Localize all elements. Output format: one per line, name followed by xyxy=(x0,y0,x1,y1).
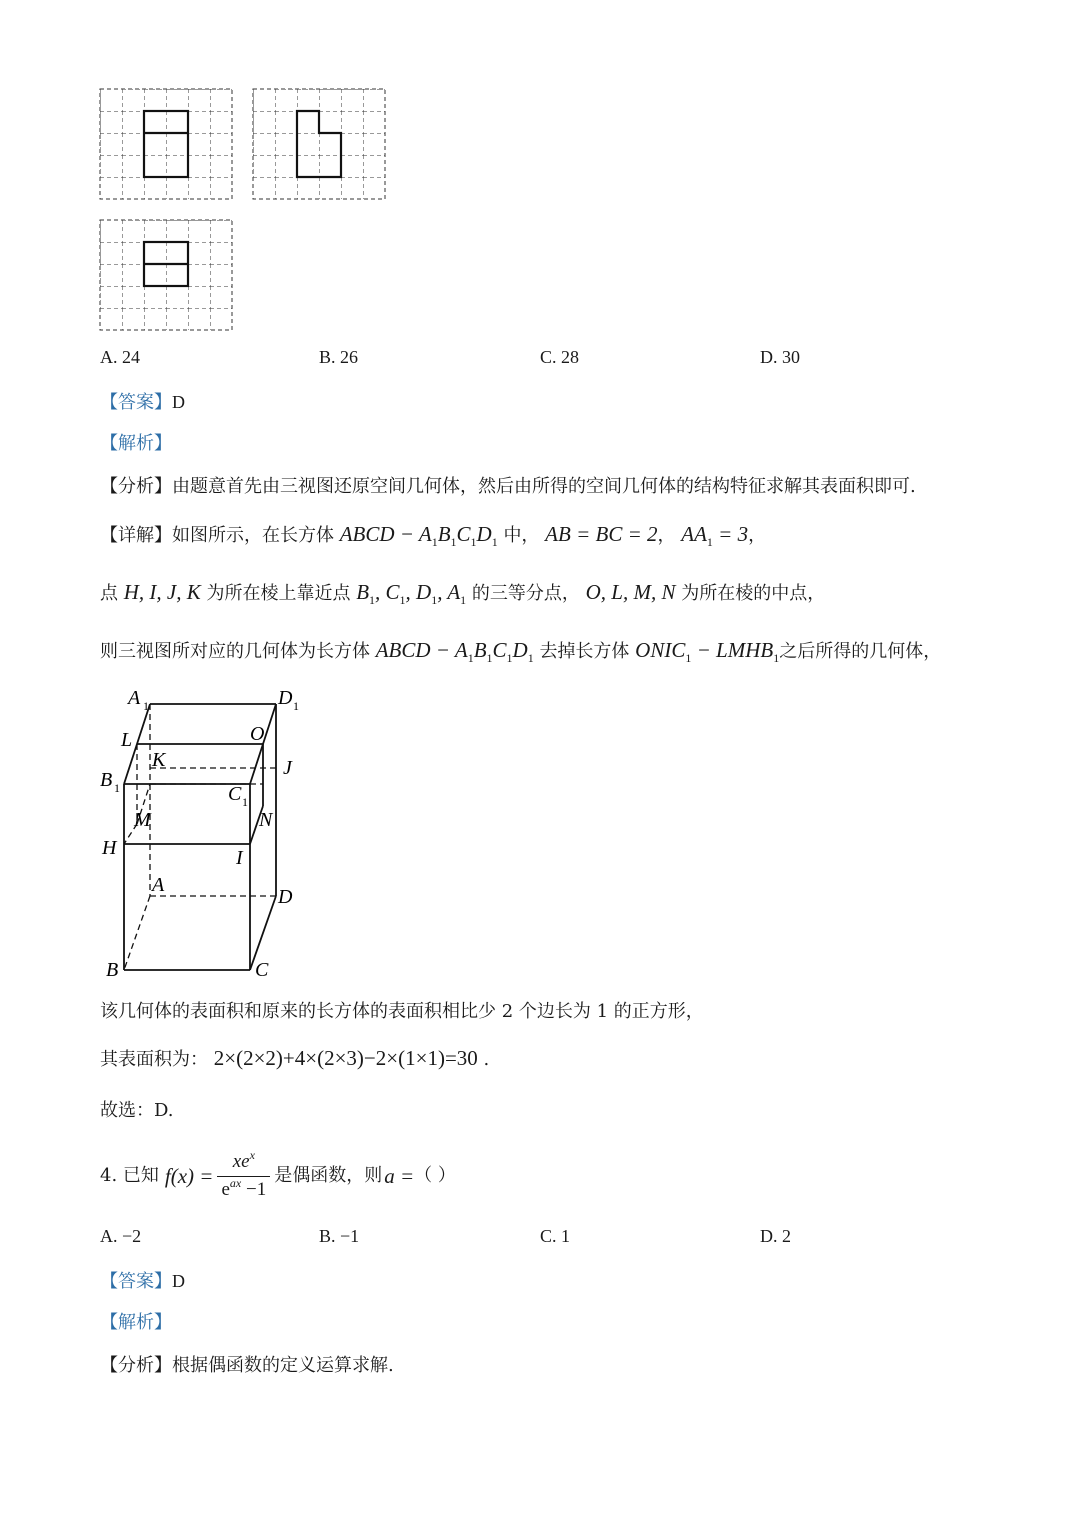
label-n: N xyxy=(259,809,273,831)
q3-option-d[interactable]: D. 30 xyxy=(760,347,800,367)
line3-pre: 则三视图所对应的几何体为长方体 xyxy=(100,641,370,662)
label-h: H xyxy=(102,837,117,859)
line1-sep: ， xyxy=(657,525,676,546)
q3-detail-line4: 该几何体的表面积和原来的长方体的表面积相比少 2 个边长为 1 的正方形， xyxy=(100,1001,704,1022)
answer-tag: 【答案】 xyxy=(100,392,172,413)
label-b1: B xyxy=(100,769,113,791)
three-view-drawing xyxy=(0,0,420,340)
q4-numerator xyxy=(217,1147,270,1177)
points-olmn: O, L, M, N xyxy=(585,580,676,604)
label-k: K xyxy=(152,749,166,771)
line3-mid: 去掉长方体 xyxy=(539,641,630,662)
aa1-pre: AA xyxy=(681,522,707,546)
fenxi-tag: 【分析】 xyxy=(100,476,172,497)
num-sup: x xyxy=(249,1147,255,1162)
q3-option-c[interactable]: C. 28 xyxy=(540,347,580,367)
label-o: O xyxy=(250,723,265,745)
q3-option-b[interactable]: B. 26 xyxy=(319,347,359,367)
q4-paren: （ ） xyxy=(414,1165,456,1186)
side-view-grid xyxy=(253,89,385,199)
q4-number: 4. 已知 xyxy=(100,1165,159,1186)
q4-denominator xyxy=(217,1177,270,1202)
q4-answer-tag: 【答案】 xyxy=(100,1271,172,1292)
sub-a1: 1 xyxy=(143,699,149,713)
q4-answer-value: D xyxy=(172,1271,185,1291)
surface-area-expr: 2×(2×2)+4×(2×3)−2×(1×1)=30 xyxy=(213,1046,478,1070)
label-a: A xyxy=(152,874,165,896)
q3-detail-line6: 故选：D. xyxy=(100,1100,174,1121)
q3-detail-line2 xyxy=(100,580,825,607)
q3-options xyxy=(0,347,1080,373)
q4-stem-post: 是偶函数，则 xyxy=(274,1165,383,1186)
label-l: L xyxy=(121,729,133,751)
q4-fx: f(x) = xyxy=(164,1164,214,1188)
line3-end: 之后所得的几何体， xyxy=(779,641,942,662)
q4-jiexi-tag: 【解析】 xyxy=(100,1312,172,1333)
answer-value: D xyxy=(172,392,185,412)
line1-mid: 中， xyxy=(503,525,540,546)
q4-options xyxy=(0,1226,1080,1252)
cuboid-name: ABCD − $A_1B_1C_1D_1$ xyxy=(339,522,498,549)
q4-option-c[interactable]: C. 1 xyxy=(540,1226,571,1246)
line2-mid2: 的三等分点， xyxy=(471,583,580,604)
label-j: J xyxy=(283,757,292,779)
xiangjie-tag: 【详解】 xyxy=(100,525,172,546)
points-b1c1d1a1: $B_1$, $C_1$, $D_1$, $A_1$ xyxy=(356,580,467,607)
front-view-grid xyxy=(100,89,232,199)
q4-option-a[interactable]: A. −2 xyxy=(100,1226,142,1246)
label-d1: D xyxy=(278,687,293,709)
q3-detail-line5 xyxy=(100,1046,489,1072)
q4-fraction xyxy=(217,1147,270,1202)
line2-end: 为所在棱的中点， xyxy=(681,583,826,604)
cond-aa1: $AA_1 = 3$ xyxy=(681,522,749,549)
q4-fenxi-text: 根据偶函数的定义运算求解. xyxy=(172,1355,394,1376)
q3-fenxi xyxy=(100,475,916,499)
label-d: D xyxy=(278,886,293,908)
q4-answer xyxy=(100,1269,185,1294)
q4-fenxi-tag: 【分析】 xyxy=(100,1355,172,1376)
label-c: C xyxy=(255,959,269,981)
q4-fenxi xyxy=(100,1354,394,1378)
points-hijk: H, I, J, K xyxy=(123,580,201,604)
label-c1: C xyxy=(228,783,242,805)
den-post: −1 xyxy=(241,1178,267,1200)
line1-end: ， xyxy=(748,525,767,546)
aa1-post: = 3 xyxy=(712,522,749,546)
q4-stem xyxy=(100,1146,456,1206)
q3-jiexi-tag: 【解析】 xyxy=(100,433,172,454)
sub-d1: 1 xyxy=(293,699,299,713)
cuboid-onic1: $ONIC_1$ − $LMHB_1$ xyxy=(635,638,780,665)
label-b: B xyxy=(106,959,119,981)
label-m: M xyxy=(134,809,151,831)
label-i: I xyxy=(236,847,243,869)
cuboid-name-2: ABCD − $A_1B_1C_1D_1$ xyxy=(375,638,534,665)
line5-pre: 其表面积为： xyxy=(100,1049,208,1070)
cond-ab-bc: AB = BC = 2 xyxy=(545,522,658,546)
line2-mid1: 为所在棱上靠近点 xyxy=(206,583,351,604)
q3-option-a[interactable]: A. 24 xyxy=(100,347,140,367)
sub-c1: 1 xyxy=(242,795,248,809)
top-view-grid xyxy=(100,220,232,330)
num-text: xe xyxy=(232,1150,250,1172)
line5-end: . xyxy=(483,1049,490,1070)
fenxi-text: 由题意首先由三视图还原空间几何体，然后由所得的空间几何体的结构特征求解其表面积即可. xyxy=(172,476,916,497)
line2-pre: 点 xyxy=(100,583,118,604)
q4-a-var: a = xyxy=(384,1164,415,1188)
den-sup: ax xyxy=(229,1175,242,1190)
cuboid-figure xyxy=(90,680,320,990)
den-text: e xyxy=(221,1178,230,1200)
q3-detail-line3 xyxy=(100,638,941,665)
q3-answer xyxy=(100,390,185,415)
sub-b1: 1 xyxy=(114,781,120,795)
line1-pre: 如图所示，在长方体 xyxy=(172,525,334,546)
q4-option-d[interactable]: D. 2 xyxy=(760,1226,791,1246)
q3-detail-line1 xyxy=(100,522,766,549)
q4-option-b[interactable]: B. −1 xyxy=(319,1226,360,1246)
label-a1: A xyxy=(128,687,141,709)
